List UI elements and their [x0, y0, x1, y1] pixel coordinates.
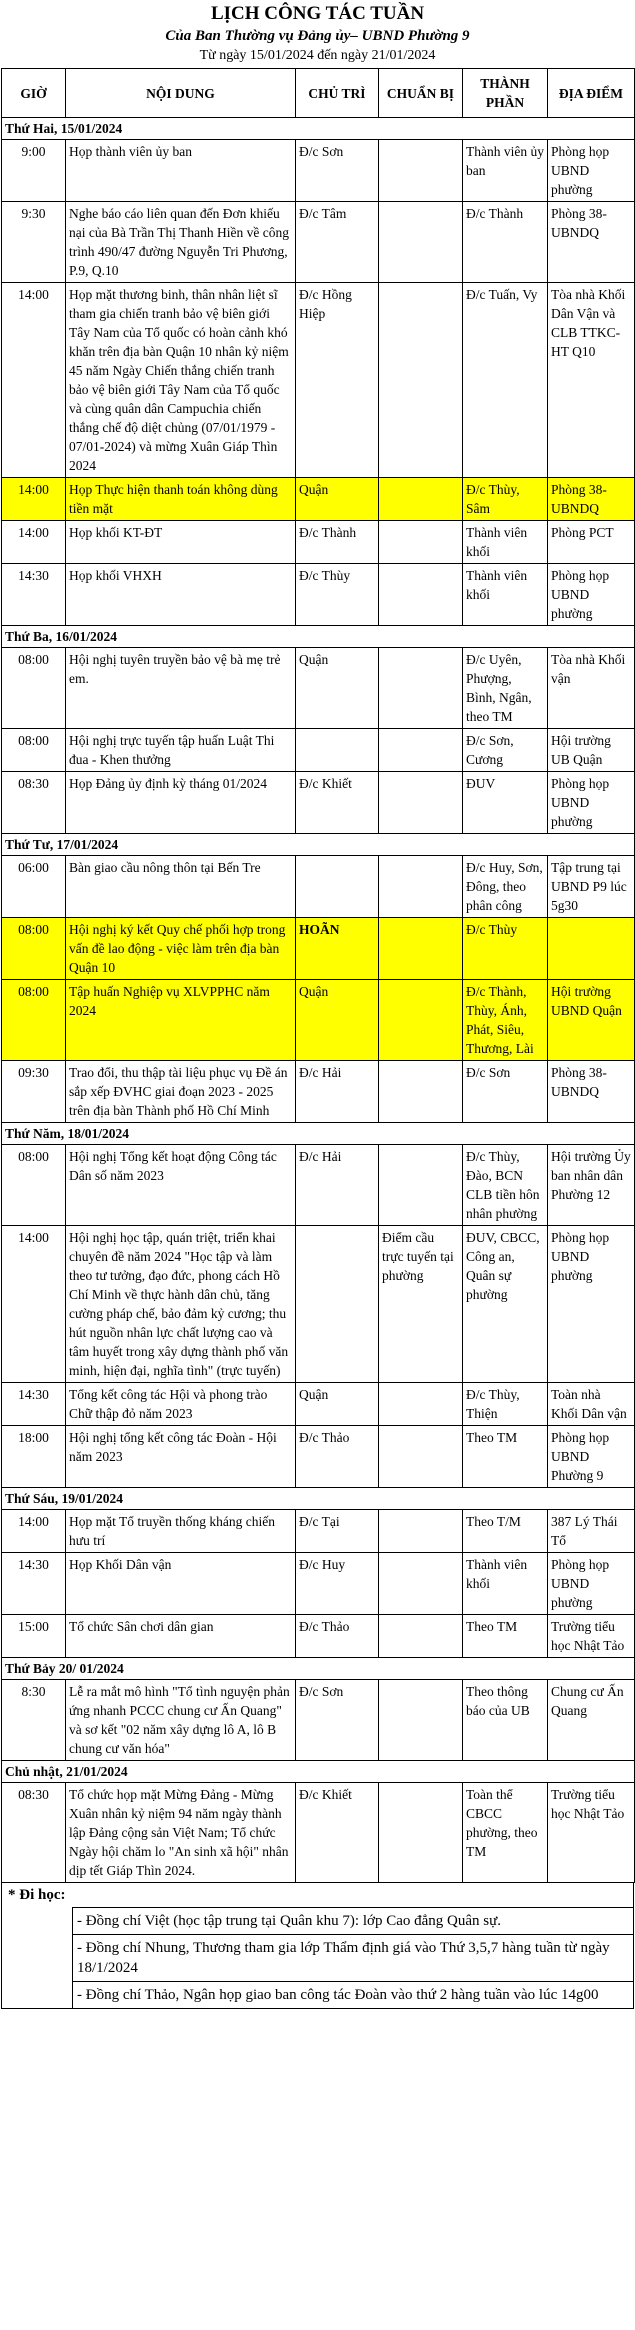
cell-content: Hội nghị tổng kết công tác Đoàn - Hội năm 2023	[66, 1426, 296, 1488]
cell-prep	[379, 140, 463, 202]
cell-content: Họp thành viên ủy ban	[66, 140, 296, 202]
cell-members: Theo thông báo của UB	[463, 1680, 548, 1761]
cell-chair: HOÃN	[296, 918, 379, 980]
cell-members: Đ/c Thùy, Đào, BCN CLB tiền hôn nhân phường	[463, 1145, 548, 1226]
table-row	[2, 521, 635, 564]
cell-members: Đ/c Sơn, Cương	[463, 729, 548, 772]
cell-content: Nghe báo cáo liên quan đến Đơn khiếu nại của Bà Trần Thị Thanh Hiền về công trình 490/47 đường Nguyễn Tri Phương, P.9, Q.10	[66, 202, 296, 283]
col-chair-header: CHỦ TRÌ	[296, 69, 379, 118]
cell-time: 9:30	[2, 202, 66, 283]
note-item: - Đồng chí Việt (học tập trung tại Quân khu 7): lớp Cao đẳng Quân sự.	[72, 1907, 633, 1934]
col-members-header: THÀNH PHẦN	[463, 69, 548, 118]
cell-content: Trao đổi, thu thập tài liệu phục vụ Đề án sắp xếp ĐVHC giai đoạn 2023 - 2025 trên địa bàn Thành phố Hồ Chí Minh	[66, 1061, 296, 1123]
cell-members: Thành viên khối	[463, 1553, 548, 1615]
cell-prep	[379, 202, 463, 283]
cell-chair: Đ/c Thùy	[296, 564, 379, 626]
cell-time: 08:00	[2, 729, 66, 772]
table-row	[2, 1061, 635, 1123]
cell-prep	[379, 521, 463, 564]
cell-chair: Quận	[296, 1383, 379, 1426]
cell-content: Hội nghị học tập, quán triệt, triển khai chuyên đề năm 2024 "Học tập và làm theo tư tưởng, đạo đức, phong cách Hồ Chí Minh về thực hành dân chủ, tăng cường pháp chế, bảo đảm kỷ cương; thu hút nguồn nhân lực chất lượng cao và tâm huyết trong xây dựng thành phố văn minh, hiện đại, nghĩa tình" (trực tuyến)	[66, 1226, 296, 1383]
cell-time: 08:00	[2, 918, 66, 980]
cell-time: 14:00	[2, 1510, 66, 1553]
cell-place: Phòng họp UBND Phường 9	[548, 1426, 635, 1488]
cell-place: Hội trường Ủy ban nhân dân Phường 12	[548, 1145, 635, 1226]
table-row	[2, 1383, 635, 1426]
cell-content: Lễ ra mắt mô hình "Tổ tình nguyện phản ứng nhanh PCCC chung cư Ấn Quang" và sơ kết "02 năm xây dựng lô A, lô B chung cư văn hóa"	[66, 1680, 296, 1761]
cell-members: Đ/c Thùy	[463, 918, 548, 980]
note-item: - Đồng chí Thảo, Ngân họp giao ban công tác Đoàn vào thứ 2 hàng tuần vào lúc 14g00	[72, 1981, 633, 2008]
cell-chair: Đ/c Hồng Hiệp	[296, 283, 379, 478]
cell-place: Tòa nhà Khối vận	[548, 648, 635, 729]
cell-place: Hội trường UBND Quận	[548, 980, 635, 1061]
notes-title: * Đi học:	[8, 1887, 66, 1903]
table-row	[2, 140, 635, 202]
table-row	[2, 202, 635, 283]
cell-place: Chung cư Ấn Quang	[548, 1680, 635, 1761]
cell-time: 14:00	[2, 1226, 66, 1383]
table-row	[2, 1226, 635, 1383]
cell-place: Phòng họp UBND phường	[548, 140, 635, 202]
col-place-header: ĐỊA ĐIỂM	[548, 69, 635, 118]
col-prep-header: CHUẨN BỊ	[379, 69, 463, 118]
cell-content: Họp Đảng ủy định kỳ tháng 01/2024	[66, 772, 296, 834]
cell-time: 14:00	[2, 478, 66, 521]
cell-chair: Đ/c Tâm	[296, 202, 379, 283]
cell-members: Thành viên khối	[463, 564, 548, 626]
cell-members: Theo TM	[463, 1426, 548, 1488]
day-label: Thứ Tư, 17/01/2024	[2, 834, 635, 856]
day-row	[2, 1761, 635, 1783]
col-time-header: GIỜ	[2, 69, 66, 118]
cell-prep	[379, 1615, 463, 1658]
cell-place: Phòng 38-UBNDQ	[548, 478, 635, 521]
cell-place: Tập trung tại UBND P9 lúc 5g30	[548, 856, 635, 918]
cell-prep	[379, 1061, 463, 1123]
table-row	[2, 1510, 635, 1553]
cell-chair	[296, 729, 379, 772]
cell-chair: Quận	[296, 980, 379, 1061]
day-row	[2, 1488, 635, 1510]
cell-prep	[379, 729, 463, 772]
cell-chair: Đ/c Hải	[296, 1145, 379, 1226]
cell-members: Đ/c Thùy, Thiện	[463, 1383, 548, 1426]
cell-members: Đ/c Uyên, Phượng, Bình, Ngân, theo TM	[463, 648, 548, 729]
cell-content: Họp mặt Tổ truyền thống kháng chiến hưu trí	[66, 1510, 296, 1553]
cell-chair: Quận	[296, 648, 379, 729]
cell-time: 14:30	[2, 1553, 66, 1615]
cell-members: Đ/c Huy, Sơn, Đông, theo phân công	[463, 856, 548, 918]
cell-place: Hội trường UB Quận	[548, 729, 635, 772]
day-label: Thứ Năm, 18/01/2024	[2, 1123, 635, 1145]
cell-prep: Điểm cầu trực tuyến tại phường	[379, 1226, 463, 1383]
table-row	[2, 980, 635, 1061]
table-row	[2, 648, 635, 729]
cell-time: 08:00	[2, 980, 66, 1061]
header	[0, 0, 635, 68]
table-row	[2, 478, 635, 521]
cell-place: Phòng họp UBND phường	[548, 1226, 635, 1383]
table-row	[2, 1426, 635, 1488]
cell-chair: Đ/c Khiết	[296, 1783, 379, 1883]
cell-members: Thành viên khối	[463, 521, 548, 564]
cell-members: Đ/c Thùy, Sâm	[463, 478, 548, 521]
page-title: LỊCH CÔNG TÁC TUẦN	[210, 3, 425, 24]
cell-place: 387 Lý Thái Tổ	[548, 1510, 635, 1553]
cell-place: Phòng PCT	[548, 521, 635, 564]
cell-place: Toàn nhà Khối Dân vận	[548, 1383, 635, 1426]
cell-prep	[379, 1426, 463, 1488]
cell-time: 15:00	[2, 1615, 66, 1658]
cell-time: 8:30	[2, 1680, 66, 1761]
table-row	[2, 918, 635, 980]
notes-list	[2, 1907, 633, 2008]
cell-prep	[379, 1510, 463, 1553]
day-row	[2, 834, 635, 856]
cell-members: ĐUV, CBCC, Công an, Quân sự phường	[463, 1226, 548, 1383]
cell-chair: Đ/c Sơn	[296, 140, 379, 202]
table-row	[2, 564, 635, 626]
cell-members: ĐUV	[463, 772, 548, 834]
cell-prep	[379, 283, 463, 478]
cell-members: Đ/c Sơn	[463, 1061, 548, 1123]
cell-prep	[379, 1145, 463, 1226]
cell-time: 14:30	[2, 564, 66, 626]
cell-time: 14:30	[2, 1383, 66, 1426]
cell-prep	[379, 918, 463, 980]
day-label: Thứ Ba, 16/01/2024	[2, 626, 635, 648]
cell-prep	[379, 564, 463, 626]
cell-place	[548, 918, 635, 980]
cell-prep	[379, 1680, 463, 1761]
table-row	[2, 283, 635, 478]
cell-time: 09:30	[2, 1061, 66, 1123]
cell-time: 14:00	[2, 521, 66, 564]
cell-prep	[379, 1383, 463, 1426]
day-label: Thứ Bảy 20/ 01/2024	[2, 1658, 635, 1680]
table-row	[2, 1680, 635, 1761]
cell-members: Thành viên ủy ban	[463, 140, 548, 202]
day-row	[2, 626, 635, 648]
day-label: Thứ Hai, 15/01/2024	[2, 118, 635, 140]
cell-content: Bàn giao cầu nông thôn tại Bến Tre	[66, 856, 296, 918]
cell-prep	[379, 772, 463, 834]
table-row	[2, 1615, 635, 1658]
cell-members: Đ/c Thành	[463, 202, 548, 283]
cell-members: Theo T/M	[463, 1510, 548, 1553]
table-row	[2, 729, 635, 772]
cell-chair: Đ/c Sơn	[296, 1680, 379, 1761]
cell-place: Trường tiểu học Nhật Tảo	[548, 1783, 635, 1883]
cell-members: Theo TM	[463, 1615, 548, 1658]
cell-chair	[296, 1226, 379, 1383]
cell-content: Tổ chức Sân chơi dân gian	[66, 1615, 296, 1658]
cell-chair: Đ/c Khiết	[296, 772, 379, 834]
cell-prep	[379, 648, 463, 729]
cell-content: Hội nghị ký kết Quy chế phối hợp trong vấn đề lao động - việc làm trên địa bàn Quận 10	[66, 918, 296, 980]
page-subtitle: Của Ban Thường vụ Đảng ủy– UBND Phường 9	[165, 28, 470, 44]
table-row	[2, 1145, 635, 1226]
table-header-row	[2, 69, 635, 118]
day-row	[2, 1123, 635, 1145]
day-row	[2, 118, 635, 140]
cell-content: Họp Thực hiện thanh toán không dùng tiền mặt	[66, 478, 296, 521]
cell-prep	[379, 478, 463, 521]
cell-time: 08:30	[2, 1783, 66, 1883]
schedule-body	[2, 118, 635, 1883]
day-label: Thứ Sáu, 19/01/2024	[2, 1488, 635, 1510]
cell-content: Họp mặt thương binh, thân nhân liệt sĩ tham gia chiến tranh bảo vệ biên giới Tây Nam của Tổ quốc có hoàn cảnh khó khăn trên địa bàn Quận 10 nhân kỷ niệm 45 năm Ngày Chiến thắng chiến tranh bảo vệ biên giới Tây Nam của Tổ quốc và cùng quân dân Campuchia chiến thắng chế độ diệt chủng (07/01/1979 - 07/01-2024) và mừng Xuân Giáp Thìn 2024	[66, 283, 296, 478]
schedule-table	[1, 68, 635, 1883]
cell-content: Tổng kết công tác Hội và phong trào Chữ thập đỏ năm 2023	[66, 1383, 296, 1426]
cell-time: 08:30	[2, 772, 66, 834]
cell-place: Phòng 38-UBNDQ	[548, 1061, 635, 1123]
cell-members: Đ/c Thành, Thùy, Ánh, Phát, Siêu, Thương, Lài	[463, 980, 548, 1061]
cell-prep	[379, 856, 463, 918]
cell-time: 9:00	[2, 140, 66, 202]
note-item: - Đồng chí Nhung, Thương tham gia lớp Thẩm định giá vào Thứ 3,5,7 hàng tuần từ ngày 18/1/2024	[72, 1934, 633, 1981]
cell-prep	[379, 980, 463, 1061]
cell-content: Họp khối VHXH	[66, 564, 296, 626]
cell-time: 14:00	[2, 283, 66, 478]
cell-members: Đ/c Tuấn, Vy	[463, 283, 548, 478]
cell-chair: Đ/c Tại	[296, 1510, 379, 1553]
cell-place: Phòng 38-UBNDQ	[548, 202, 635, 283]
date-range: Từ ngày 15/01/2024 đến ngày 21/01/2024	[199, 48, 436, 63]
cell-time: 18:00	[2, 1426, 66, 1488]
cell-members: Toàn thể CBCC phường, theo TM	[463, 1783, 548, 1883]
cell-content: Hội nghị Tổng kết hoạt động Công tác Dân số năm 2023	[66, 1145, 296, 1226]
cell-content: Họp Khối Dân vận	[66, 1553, 296, 1615]
notes-section	[1, 1883, 634, 2009]
table-row	[2, 1783, 635, 1883]
cell-chair: Đ/c Thảo	[296, 1615, 379, 1658]
cell-content: Hội nghị trực tuyến tập huấn Luật Thi đua - Khen thưởng	[66, 729, 296, 772]
day-label: Chủ nhật, 21/01/2024	[2, 1761, 635, 1783]
cell-chair: Đ/c Hải	[296, 1061, 379, 1123]
cell-time: 08:00	[2, 648, 66, 729]
cell-place: Phòng họp UBND phường	[548, 772, 635, 834]
cell-place: Trường tiểu học Nhật Tảo	[548, 1615, 635, 1658]
day-row	[2, 1658, 635, 1680]
cell-chair: Đ/c Thành	[296, 521, 379, 564]
cell-chair: Quận	[296, 478, 379, 521]
col-content-header: NỘI DUNG	[66, 69, 296, 118]
cell-chair: Đ/c Thảo	[296, 1426, 379, 1488]
cell-time: 06:00	[2, 856, 66, 918]
table-row	[2, 772, 635, 834]
cell-place: Tòa nhà Khối Dân Vận và CLB TTKC-HT Q10	[548, 283, 635, 478]
table-row	[2, 856, 635, 918]
cell-chair	[296, 856, 379, 918]
cell-content: Hội nghị tuyên truyền bảo vệ bà mẹ trẻ em.	[66, 648, 296, 729]
cell-content: Tập huấn Nghiệp vụ XLVPPHC năm 2024	[66, 980, 296, 1061]
cell-content: Họp khối KT-ĐT	[66, 521, 296, 564]
table-row	[2, 1553, 635, 1615]
cell-place: Phòng họp UBND phường	[548, 564, 635, 626]
cell-content: Tổ chức họp mặt Mừng Đảng - Mừng Xuân nhân kỷ niệm 94 năm ngày thành lập Đảng cộng sản Việt Nam; Tổ chức Ngày hội chăm lo "An sinh xã hội" nhân dịp tết Giáp Thìn 2024.	[66, 1783, 296, 1883]
cell-prep	[379, 1553, 463, 1615]
cell-place: Phòng họp UBND phường	[548, 1553, 635, 1615]
cell-chair: Đ/c Huy	[296, 1553, 379, 1615]
cell-time: 08:00	[2, 1145, 66, 1226]
cell-prep	[379, 1783, 463, 1883]
